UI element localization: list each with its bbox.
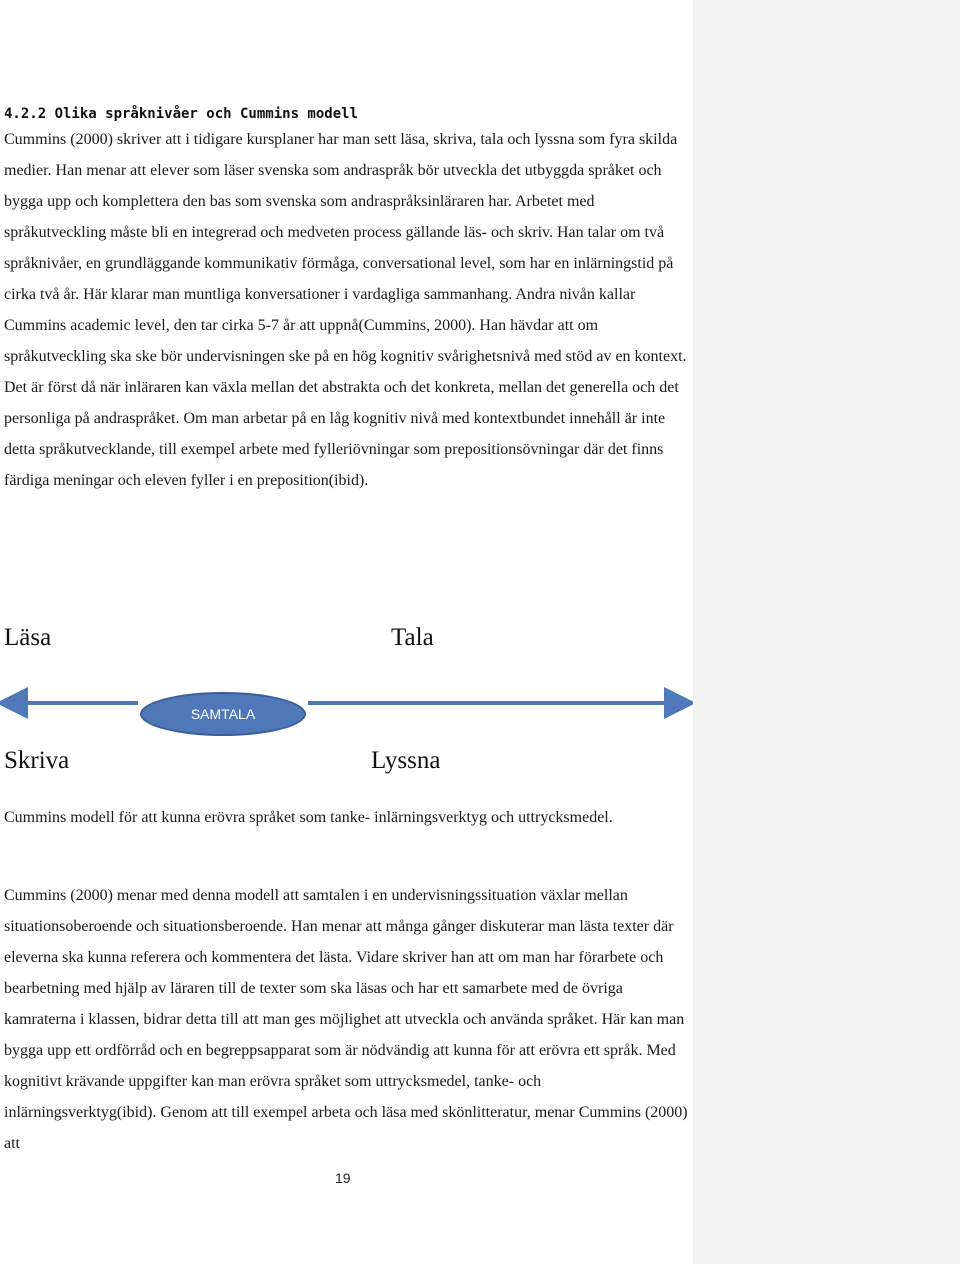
- diagram-label-lyssna: Lyssna: [371, 747, 441, 774]
- page-number: 19: [335, 1170, 351, 1186]
- samtala-label: SAMTALA: [190, 706, 256, 722]
- diagram-caption: Cummins modell för att kunna erövra språket som tanke- inlärningsverktyg och uttrycksmedel.: [4, 809, 613, 826]
- comment-margin-pane: [693, 0, 960, 1264]
- diagram-label-tala: Tala: [391, 624, 434, 651]
- diagram-arrows: [0, 685, 693, 735]
- diagram-label-lasa: Läsa: [4, 624, 52, 651]
- samtala-oval: [140, 692, 306, 736]
- section-heading: 4.2.2 Olika språknivåer och Cummins modell: [4, 106, 359, 122]
- body-paragraph-1: Cummins (2000) skriver att i tidigare kursplaner har man sett läsa, skriva, tala och lyssna som fyra skilda medier. Han menar att elever som läser svenska som andraspråk bör utveckla det utbyggda språket och bygga upp och komplettera den bas som svenska som andraspråksinläraren har. Arbetet med språkutveckling måste bli en integrerad och medveten process gällande läs- och skriv. Han talar om två språknivåer, en grundläggande kommunikativ förmåga, conversational level, som har en inlärningstid på cirka två år. Här klarar man muntliga konversationer i vardagliga sammanhang. Andra nivån kallar Cummins academic level, den tar cirka 5-7 år att uppnå(Cummins, 2000). Han hävdar att om språkutveckling ska ske bör undervisningen ske på en hög kognitiv svårighetsnivå med stöd av en kontext. Det är först då när inläraren kan växla mellan det abstrakta och det konkreta, mellan det generella och det personliga på andraspråket. Om man arbetar på en låg kognitiv nivå med kontextbundet innehåll är inte detta språkutvecklande, till exempel arbete med fylleriövningar som prepositionsövningar där det finns färdiga meningar och eleven fyller i en preposition(ibid).: [4, 131, 687, 489]
- diagram-label-skriva: Skriva: [4, 747, 70, 774]
- body-paragraph-2: Cummins (2000) menar med denna modell att samtalen i en undervisningssituation växlar mellan situationsoberoende och situationsberoende. Han menar att många gånger diskuterar man lästa texter där eleverna ska kunna referera och kommentera det lästa. Vidare skriver han att om man har förarbete och bearbetning med hjälp av läraren till de texter som ska läsas och har ett samarbete med de övriga kamraterna i klassen, bidrar detta till att man ges möjlighet att utveckla och använda språket. Här kan man bygga upp ett ordförråd och en begreppsapparat som är nödvändig att kunna för att erövra ett språk. Med kognitivt krävande uppgifter kan man erövra språket som uttrycksmedel, tanke- och inlärningsverktyg(ibid). Genom att till exempel arbeta och läsa med skönlitteratur, menar Cummins (2000) att: [4, 887, 688, 1152]
